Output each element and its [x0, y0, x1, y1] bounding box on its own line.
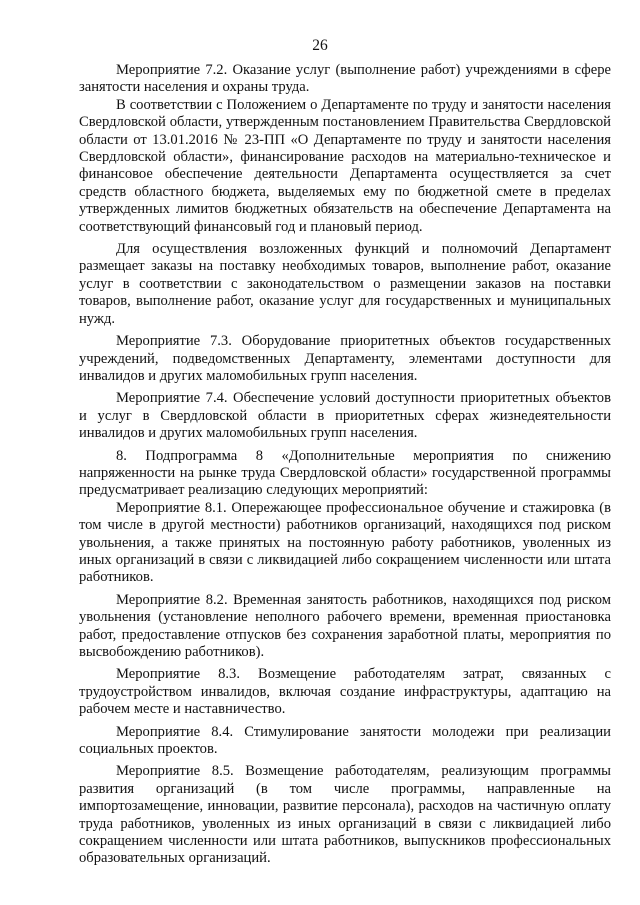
paragraph-measure-7-4: Мероприятие 7.4. Обеспечение условий доступности приоритетных объектов и услуг в Свердловской области в приоритетных сферах жизнедеятельности инвалидов и других маломобильных групп населения. [79, 390, 611, 442]
paragraph-measure-7-3: Мероприятие 7.3. Оборудование приоритетных объектов государственных учреждений, подведомственных Департаменту, элементами доступности для инвалидов и других маломобильных групп населения. [79, 333, 611, 384]
document-body [79, 62, 611, 868]
paragraph-measure-8-2: Мероприятие 8.2. Временная занятость работников, находящихся под риском увольнения (установление неполного рабочего времени, временная приостановка работ, предоставление отпусков без сохранения заработной платы, мероприятия по высвобождению работников). [79, 591, 611, 660]
paragraph-department-financing: В соответствии с Положением о Департаменте по труду и занятости населения Свердловской области, утвержденным постановлением Правительства Свердловской области от 13.01.2016 № 23-ПП «О Департаменте по труду и занятости населения Свердловской области», финансирование расходов на материально-техническое и финансовое обеспечение деятельности Департамента осуществляется за счет средств областного бюджета, выделяемых ему по бюджетной смете в пределах утвержденных лимитов бюджетных обязательств на обеспечение Департамента на соответствующий финансовый год и плановый период. [79, 96, 611, 235]
paragraph-measure-7-2: Мероприятие 7.2. Оказание услуг (выполнение работ) учреждениями в сфере занятости населения и охраны труда. [79, 62, 611, 96]
paragraph-measure-8-3: Мероприятие 8.3. Возмещение работодателям затрат, связанных с трудоустройством инвалидов, включая создание инфраструктуры, адаптацию на рабочем месте и наставничество. [79, 666, 611, 718]
paragraph-measure-8-1: Мероприятие 8.1. Опережающее профессиональное обучение и стажировка (в том числе в другой местности) работников организаций, находящихся под риском увольнения, а также принятых на постоянную работу работников, уволенных из иных организаций в связи с ликвидацией либо сокращением численности или штата работников. [79, 499, 611, 586]
paragraph-subprogram-8: 8. Подпрограмма 8 «Дополнительные мероприятия по снижению напряженности на рынке труда Свердловской области» государственной программы предусматривает реализацию следующих мероприятий: [79, 447, 611, 499]
paragraph-measure-8-5: Мероприятие 8.5. Возмещение работодателям, реализующим программы развития организаций (в том числе программы, направленные на импортозамещение, инновации, развитие персонала), расходов на частичную оплату труда работников, уволенных из иных организаций в связи с ликвидацией либо сокращением численности или штата работников, выпускников профессиональных образовательных организаций. [79, 763, 611, 867]
paragraph-measure-8-4: Мероприятие 8.4. Стимулирование занятости молодежи при реализации социальных проектов. [79, 723, 611, 758]
paragraph-department-orders: Для осуществления возложенных функций и полномочий Департамент размещает заказы на поставку необходимых товаров, выполнение работ, оказание услуг в соответствии с законодательством о размещении заказов на поставки товаров, выполнение работ, оказание услуг для государственных и муниципальных нужд. [79, 241, 611, 327]
page-number: 26 [312, 37, 328, 54]
